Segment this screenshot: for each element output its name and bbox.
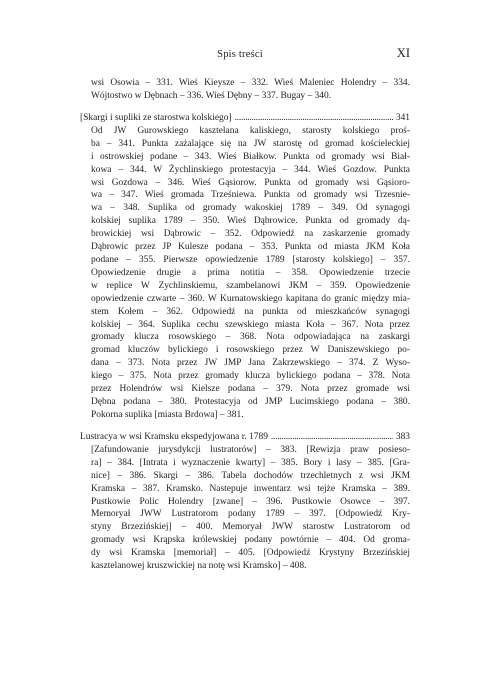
- text-line: wa – 348. Suplika od gromady wakoskiej 1789 – 349. Od synagogi: [91, 203, 410, 214]
- text-line: Dąbrowic przez JP Kulesze podana – 353. Punkta od miasta JKM Koła: [91, 242, 410, 253]
- toc-entry: [80, 431, 410, 573]
- text-line: wsi Osowia – 331. Wieś Kieysze – 332. Wieś Maleniec Holendry – 334.: [91, 78, 410, 88]
- text-line: kolskiej suplika 1789 – 350. Wieś Dąbrowice. Punkta od gromady dą-: [91, 216, 410, 227]
- page-number: XI: [396, 46, 410, 60]
- text-line: ba – 341. Punkta zażalające się na JW starostę od gromad kościeleckiej: [91, 138, 410, 149]
- toc-entry-description: [80, 125, 410, 422]
- toc-entry-title: [Skargi i supliki ze starostwa kolskiego]: [80, 113, 232, 123]
- text-line: nice] – 386. Skargi – 386. Tabela dochodów trzechletnych z wsi JKM: [91, 470, 410, 481]
- toc-entry-heading: [80, 431, 410, 444]
- text-line: gromad kluczów bylickiego i rosowskiego przez W Daniszewskiego po-: [91, 345, 410, 356]
- text-line: [Zafundowanie jurysdykcji lustratorów] – 383. [Rewizja praw posieso-: [91, 444, 410, 455]
- leader-dots: [271, 431, 393, 444]
- toc-entry-page: 383: [395, 432, 410, 442]
- text-line: dy wsi Kramska [memoriał] – 405. [Odpowiedź Krystyny Brzezińskiej: [91, 548, 410, 559]
- leader-dots: [235, 112, 393, 125]
- toc-entry-heading: [80, 112, 410, 125]
- text-line: Wójtostwo w Dębnach – 336. Wieś Dębny – 337. Bugay – 340.: [91, 90, 332, 101]
- text-line: Dębna podana – 380. Protestacyja od JMP Lucimskiego podana – 380.: [91, 396, 410, 407]
- toc-entry-title: Lustracya w wsi Kramsku ekspedyjowana r. 1789: [80, 432, 268, 442]
- continuation-block: [80, 77, 410, 103]
- text-line: dana – 373. Nota przez JW JMP Jana Zakrzewskiego – 374. Z Wyso-: [91, 358, 410, 369]
- text-line: kolskiej – 364. Suplika cechu szewskiego miasta Koła – 367. Nota przez: [91, 319, 410, 330]
- text-line: wsi Gozdowa – 346. Wieś Gąsiorow. Punkta od gromady wsi Gąsioro-: [91, 177, 410, 188]
- text-line: w replice W Zychlinskiemu, szambelanowi JKM – 359. Opowiedzenie: [91, 280, 410, 291]
- text-line: podane – 355. Pierwsze opowiedzenie 1789 [starosty kolskiego] – 357.: [91, 254, 410, 265]
- toc-entry-description: [80, 444, 410, 573]
- text-line: kowa – 344. W Żychlinskiego protestacyja – 344. Wieś Gozdow. Punkta: [91, 164, 410, 175]
- text-line: opowiedzenie czwarte – 360. W Kurnatowskiego kapitana do granic między mia-: [91, 293, 410, 304]
- text-line: stem Kołem – 362. Odpowiedź na punkta od mieszkańców synagogi: [91, 306, 410, 317]
- text-line: Od JW Gurowskiego kasztelana kaliskiego, starosty kolskiego proś-: [91, 125, 410, 136]
- toc-entry-page: 341: [395, 113, 410, 123]
- text-line: przez Holendrów wsi Kielsze podana – 379. Nota przez gromade wsi: [91, 384, 410, 395]
- text-line: ra] – 384. [Intrata i wyznaczenie kwarty] – 385. Bory i lasy – 385. [Gra-: [91, 457, 410, 468]
- text-line: gromady klucza rosowskiego – 368. Nota odpowiadająca na zaskargi: [91, 332, 410, 343]
- text-line: gromady wsi Krąpska królewskiej podany powtórnie – 404. Od groma-: [91, 535, 410, 546]
- text-line: browickiej wsi Dąbrowic – 352. Odpowiedź na zaskarzenie gromady: [91, 229, 410, 240]
- text-line: Pokorna suplika [miasta Brdowa] – 381.: [91, 409, 244, 420]
- toc-entry: [80, 112, 410, 422]
- text-line: i ostrowskiej podane – 343. Wieś Białkow. Punkta od gromady wsi Biał-: [91, 151, 410, 162]
- text-line: kiego – 375. Nota przez gromady klucza bylickiego podana – 378. Nota: [91, 371, 410, 382]
- text-line: styny Brzezińskiej] – 400. Memoryał JWW starostw Lustratorom od: [91, 522, 410, 533]
- text-line: Pustkowie Polic Holendry [zwane] – 396. Pustkowie Osowce – 397.: [91, 496, 410, 507]
- text-line: kasztelanowej kruszwickiej na notę wsi Kramsko] – 408.: [91, 561, 307, 572]
- page-title: Spis treści: [217, 49, 263, 60]
- text-line: Kramska – 387. Kramsko. Nastepuje inwentarz wsi tejże Kramska – 389.: [91, 483, 410, 494]
- text-line: wa – 347. Wieś gromada Trześniewa. Punkta od gromady wsi Trzesnie-: [91, 190, 410, 201]
- text-line: Opowiedzenie drugie a prima notitia – 358. Opowiedzenie trzecie: [91, 267, 410, 278]
- text-line: Memoryał JWW Lustratorom podany 1789 – 397. [Odpowiedź Kry-: [91, 509, 410, 520]
